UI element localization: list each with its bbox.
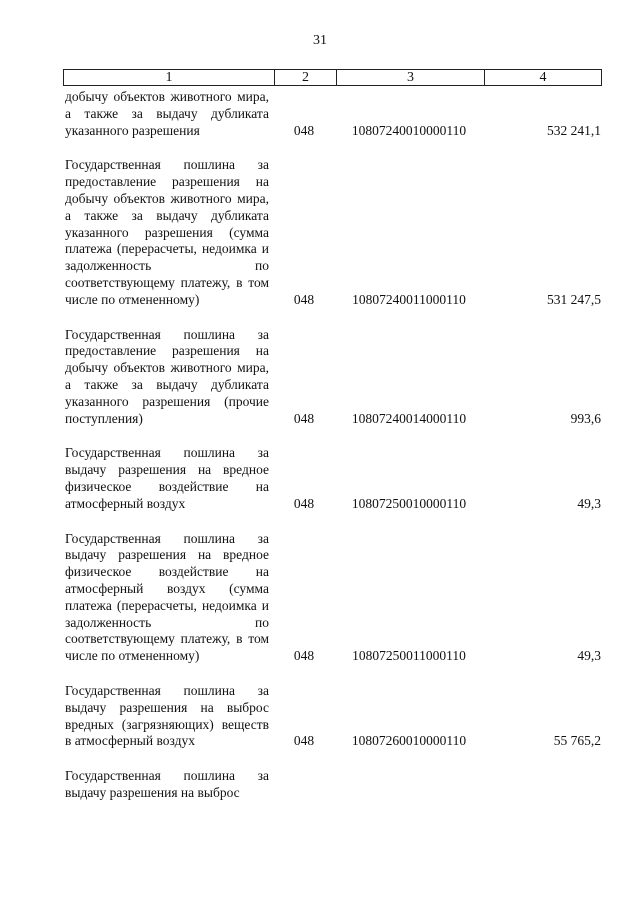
row-description: Государственная пошлина за выдачу разрешения на вредное физическое воздействие на атмосферный воздух (сумма платежа (перерасчеты, недоимка и задолженность по соответствующему платежу, в том числе по отмененному) [65, 530, 269, 664]
row-amount: 49,3 [577, 495, 601, 511]
table-row [63, 768, 602, 802]
table-body [63, 89, 602, 802]
row-kbk-code: 10807250011000110 [352, 648, 466, 664]
row-admin-code: 048 [293, 495, 315, 511]
table-row [63, 445, 602, 512]
row-kbk-code: 10807260010000110 [351, 733, 467, 749]
table-row [63, 683, 602, 750]
header-col-3: 3 [336, 70, 484, 85]
row-description: Государственная пошлина за выдачу разрешения на вредное физическое воздействие на атмосферный воздух [65, 445, 269, 511]
row-description: Государственная пошлина за выдачу разрешения на выброс вредных (загрязняющих) веществ в атмосферный воздух [65, 682, 269, 749]
row-amount: 49,3 [577, 648, 601, 664]
row-kbk-code: 10807240011000110 [352, 291, 466, 307]
row-amount: 55 765,2 [553, 733, 601, 749]
table-header [63, 69, 602, 86]
table-row [63, 89, 602, 139]
table-row [63, 327, 602, 428]
row-admin-code: 048 [293, 733, 315, 749]
header-col-4: 4 [484, 70, 601, 85]
header-col-1: 1 [165, 70, 173, 85]
revenue-table [63, 69, 602, 802]
row-kbk-code: 10807240010000110 [351, 122, 467, 138]
row-admin-code: 048 [293, 291, 315, 307]
row-amount: 532 241,1 [547, 122, 601, 138]
table-row [63, 157, 602, 308]
header-col-2: 2 [274, 70, 336, 85]
row-kbk-code: 10807250010000110 [351, 495, 467, 511]
row-admin-code: 048 [293, 648, 315, 664]
row-description: Государственная пошлина за выдачу разрешения на выброс [65, 768, 269, 800]
row-kbk-code: 10807240014000110 [351, 410, 467, 426]
row-amount: 993,6 [570, 410, 601, 426]
row-admin-code: 048 [293, 122, 315, 138]
row-description: Государственная пошлина за предоставление разрешения на добычу объектов животного мира, а также за выдачу дубликата указанного разрешения (сумма платежа (перерасчеты, недоимка и задолженность по соответствующему платежу, в том числе по отмененному) [65, 157, 269, 307]
table-row [63, 531, 602, 665]
page-number: 31 [313, 33, 327, 48]
row-description: добычу объектов животного мира, а также за выдачу дубликата указанного разрешения [65, 89, 269, 138]
row-description: Государственная пошлина за предоставление разрешения на добычу объектов животного мира, а также за выдачу дубликата указанного разрешения (прочие поступления) [65, 326, 269, 426]
row-admin-code: 048 [293, 410, 315, 426]
row-amount: 531 247,5 [547, 291, 601, 307]
